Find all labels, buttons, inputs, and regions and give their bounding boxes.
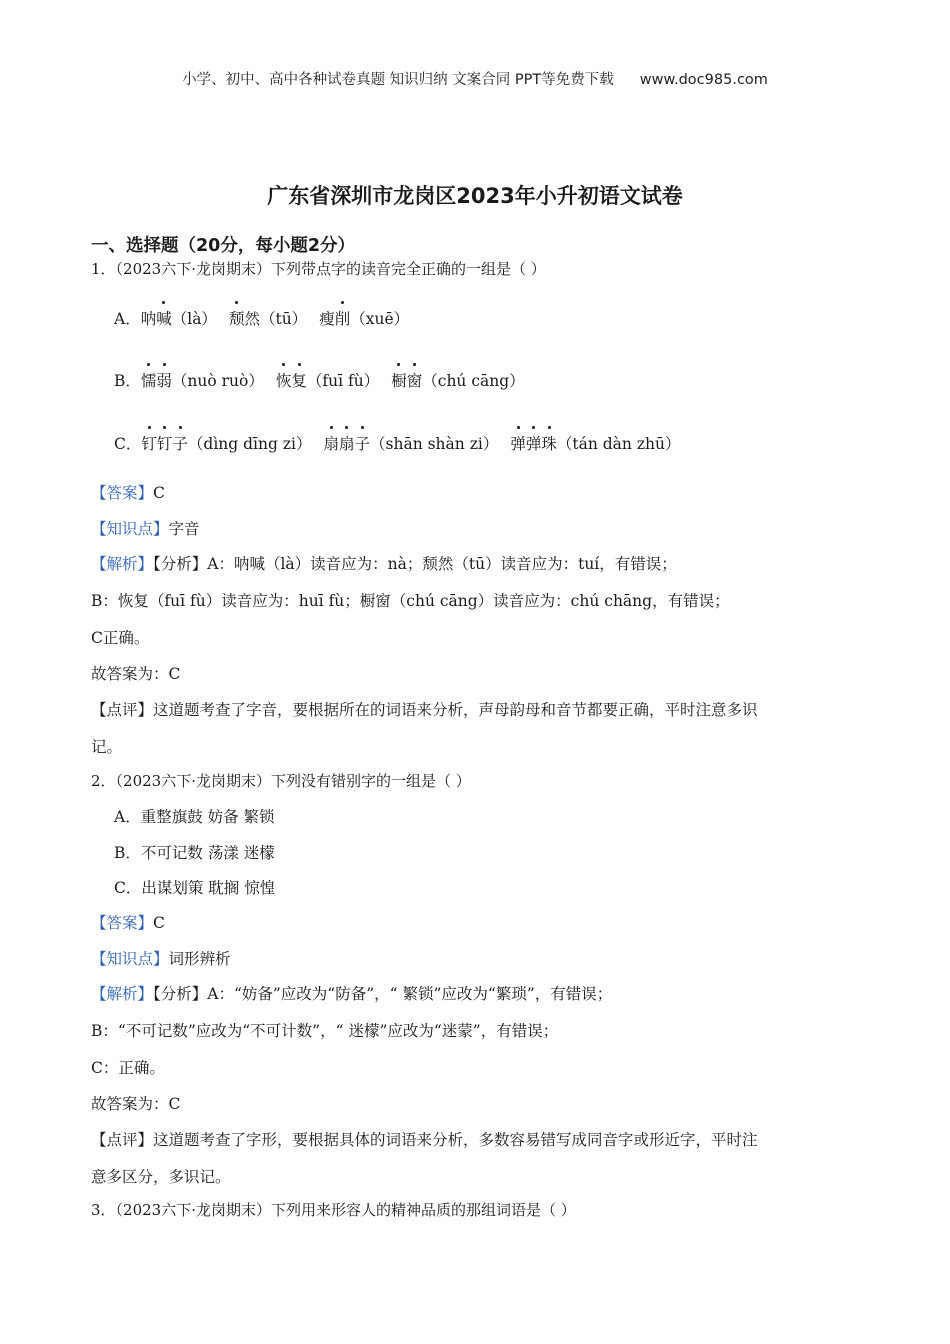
question-2-option-a: A．重整旗鼓 妨备 繁锁: [114, 808, 275, 826]
dotted-char: 橱: [391, 369, 407, 391]
knowledge-tag: 【知识点】: [91, 520, 169, 538]
question-2-comment: 【点评】这道题考查了字形，要根据具体的词语来分析，多数容易错写成同音字或形近字，平时注: [91, 1131, 758, 1149]
question-1-comment: 【点评】这道题考查了字音，要根据所在的词语来分析，声母韵母和音节都要正确，平时注意多识: [91, 701, 758, 719]
dotted-char: 扇: [339, 432, 355, 454]
dotted-char: 懦: [141, 369, 157, 391]
knowledge-tag: 【知识点】: [91, 950, 169, 968]
dotted-char: 复: [291, 369, 307, 391]
question-2-knowledge-point: 【知识点】词形辨析: [91, 950, 231, 968]
question-3-stem: 3．（2023六下·龙岗期末）下列用来形容人的精神品质的那组词语是（ ）: [91, 1201, 576, 1219]
question-2-analysis: 【解析】【分析】A：“妨备”应改为“防备”，“ 繁锁”应改为“繁琐”，有错误；: [91, 985, 613, 1003]
question-1-option-a: A．呐喊（là） 颓然（tū） 瘦削（xuē）: [114, 307, 409, 329]
page-header: [0, 68, 950, 89]
question-2-stem: 2．（2023六下·龙岗期末）下列没有错别字的一组是（ ）: [91, 772, 471, 790]
dotted-char: 颓: [229, 307, 245, 329]
question-2-option-b: B．不可记数 荡漾 迷檬: [114, 844, 275, 862]
question-2-final-answer: 故答案为：C: [91, 1095, 181, 1113]
question-1-comment-line2: 记。: [91, 738, 123, 756]
header-text: 小学、初中、高中各种试卷真题 知识归纳 文案合同 PPT等免费下载: [182, 72, 614, 88]
dotted-char: 窗: [407, 369, 423, 391]
analysis-tag: 【解析】: [91, 555, 154, 573]
dotted-char: 子: [355, 432, 371, 454]
question-2-answer: 【答案】C: [91, 914, 165, 932]
question-1-analysis: 【解析】【分析】A：呐喊（là）读音应为：nà；颓然（tū）读音应为：tuí，有错误；: [91, 555, 677, 573]
question-2-analysis-line2: B：“不可记数”应改为“不可计数”，“ 迷檬”应改为“迷蒙”，有错误；: [91, 1022, 559, 1040]
section-heading: 一、选择题（20分，每小题2分）: [91, 236, 356, 256]
dotted-char: 弹: [510, 432, 526, 454]
page-title: 广东省深圳市龙岗区2023年小升初语文试卷: [267, 184, 683, 208]
dotted-char: 子: [172, 432, 188, 454]
dotted-char: 扇: [323, 432, 339, 454]
dotted-char: 喊: [156, 307, 172, 329]
dotted-char: 恢: [276, 369, 292, 391]
question-1-answer: 【答案】C: [91, 484, 165, 502]
dotted-char: 钉: [141, 432, 157, 454]
question-1-knowledge-point: 【知识点】字音: [91, 520, 200, 538]
question-2-analysis-line3: C：正确。: [91, 1059, 165, 1077]
dotted-char: 弱: [156, 369, 172, 391]
question-1-analysis-line3: C正确。: [91, 629, 150, 647]
dotted-char: 珠: [541, 432, 557, 454]
question-1-option-c: C．钉钉子（dìng dīng zi） 扇扇子（shān shàn zi） 弹弹珠（tán dàn zhū）: [114, 432, 680, 454]
question-1-final-answer: 故答案为：C: [91, 665, 181, 683]
header-site-link[interactable]: www.doc985.com: [639, 72, 768, 88]
question-2-option-c: C．出谋划策 耽搁 惊惶: [114, 879, 276, 897]
question-1-option-b: B．懦弱（nuò ruò） 恢复（fuī fù） 橱窗（chú cāng）: [114, 369, 525, 391]
question-1-stem: 1．（2023六下·龙岗期末）下列带点字的读音完全正确的一组是（ ）: [91, 260, 546, 278]
question-2-comment-line2: 意多区分，多识记。: [91, 1168, 231, 1186]
question-1-analysis-line2: B：恢复（fuī fù）读音应为：huī fù；橱窗（chú cāng）读音应为：chú chāng，有错误；: [91, 592, 730, 610]
dotted-char: 削: [335, 307, 351, 329]
dotted-char: 钉: [157, 432, 173, 454]
answer-tag: 【答案】: [91, 484, 154, 502]
analysis-tag: 【解析】: [91, 985, 154, 1003]
answer-tag: 【答案】: [91, 914, 154, 932]
dotted-char: 弹: [526, 432, 542, 454]
